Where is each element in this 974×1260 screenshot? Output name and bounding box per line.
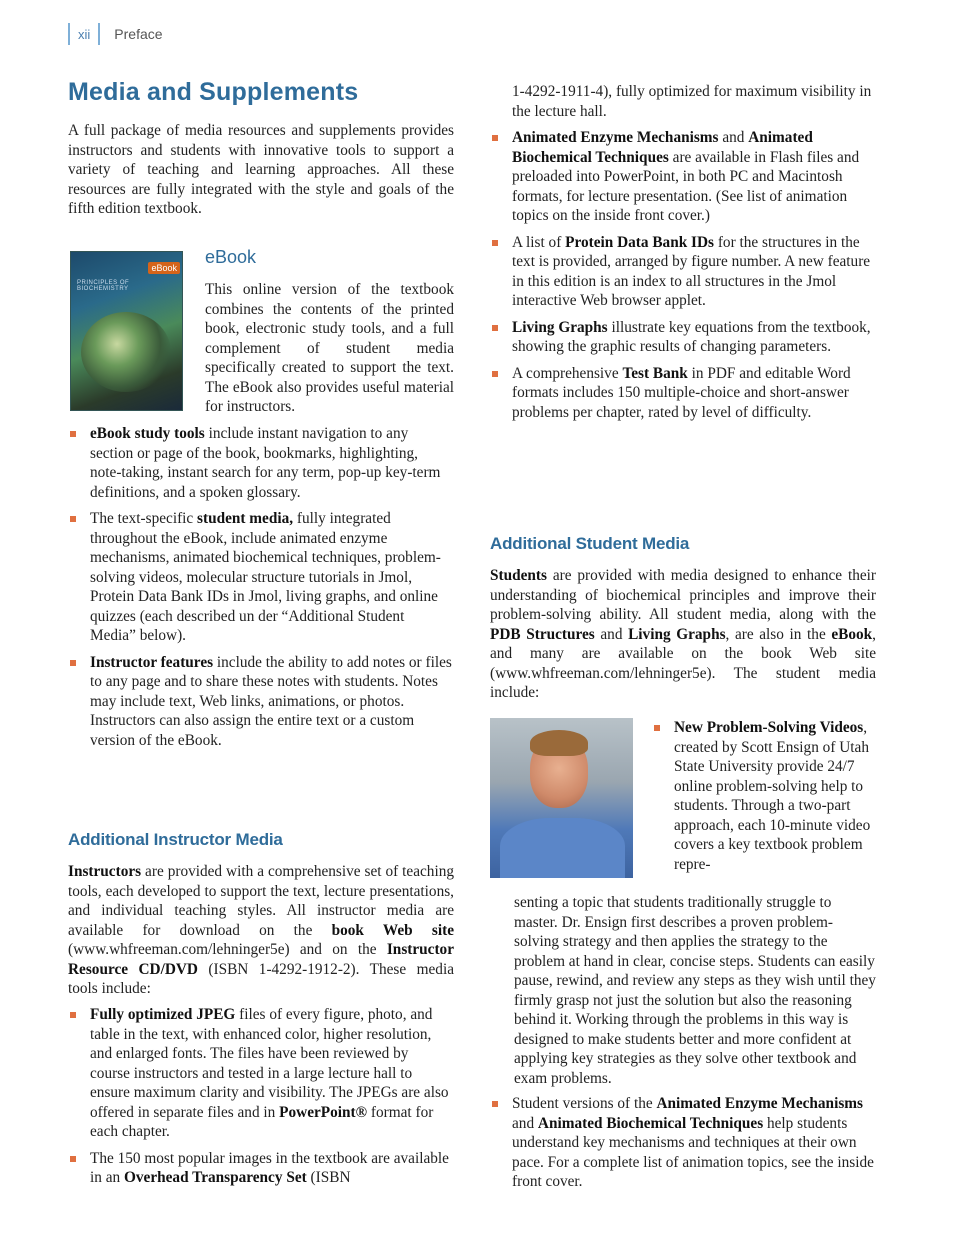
running-title: Preface	[114, 26, 163, 42]
list-item: A list of Protein Data Bank IDs for the structures in the text is provided, arranged by figure number. A new feature in this edition is an index to all structures in the Jmol interactive Web browser applet.	[490, 233, 876, 311]
instructor-media-paragraph: Instructors are provided with a comprehensive set of teaching tools, each developed to support the text, lecture presentations, and individual teaching styles. All instructor media are available for download on the book Web site (www.whfreeman.com/lehninger5e) and on the Instructor Resource CD/DVD (ISBN 1-4292-1912-2). These media tools include:	[68, 863, 454, 997]
instructor-media-list-continued	[490, 128, 876, 429]
ebook-cover-tag: eBook	[148, 262, 180, 274]
page-number: xii	[68, 23, 100, 45]
bullet-marker	[654, 725, 660, 731]
instructor-media-heading: Additional Instructor Media	[68, 830, 283, 849]
list-item: The text-specific student media, fully integrated throughout the eBook, include animated enzyme mechanisms, animated biochemical techniques, problem-solving videos, molecular structure tutorials in Jmol, Protein Data Bank IDs in Jmol, living graphs, and online quizzes (each described un der “Additional Student Media” below).	[68, 509, 452, 646]
list-item: The 150 most popular images in the textbook are available in an Overhead Transparency Set (ISBN	[68, 1149, 452, 1188]
instructor-media-list	[68, 1005, 452, 1195]
ebook-heading: eBook	[205, 247, 257, 267]
continuation-text: 1-4292-1911-4), fully optimized for maximum visibility in the lecture hall.	[512, 83, 872, 120]
ebook-cover-image	[70, 251, 183, 411]
ebook-description: This online version of the textbook combines the contents of the printed book, electronic study tools, and a full complement of student media specifically created to support the text. The eBook also provides useful material for instructors.	[205, 281, 454, 415]
list-item: Student versions of the Animated Enzyme Mechanisms and Animated Biochemical Techniques help students understand key mechanisms and techniques at their own pace. For a complete list of animation topics, see the inside front cover.	[490, 1094, 876, 1192]
molecule-graphic	[81, 312, 171, 392]
ebook-cover-title: PRINCIPLES OF BIOCHEMISTRY	[77, 280, 130, 292]
student-media-paragraph: Students are provided with media designed to enhance their understanding of biochemical principles and improve their problem-solving ability. All student media, along with the PDB Structures and Living Graphs, are also in the eBook, and many are available on the book Web site (www.whfreeman.com/lehninger5e). The student media include:	[490, 567, 876, 701]
ebook-feature-list	[68, 424, 452, 757]
author-photo	[490, 718, 633, 878]
running-head	[68, 22, 163, 46]
list-item: A comprehensive Test Bank in PDF and editable Word formats includes 150 multiple-choice and short-answer problems per chapter, rated by level of difficulty.	[490, 364, 876, 423]
list-item: Living Graphs illustrate key equations from the textbook, showing the graphic results of changing parameters.	[490, 318, 876, 357]
student-media-heading: Additional Student Media	[490, 534, 690, 553]
intro-paragraph: A full package of media resources and supplements provides instructors and students with innovative tools to support a variety of teaching and learning approaches. All these resources are fully integrated with the style and goals of the fifth edition textbook.	[68, 122, 454, 217]
list-item: Instructor features include the ability to add notes or files to any page and to share these notes with students. Notes may include text, Web links, animations, or photos. Instructors can also assign the entire text or a custom version of the eBook.	[68, 653, 452, 751]
list-item: eBook study tools include instant navigation to any section or page of the book, bookmarks, highlighting, note-taking, instant search for any term, pop-up key-term definitions, and a spoken glossary.	[68, 424, 452, 502]
list-item: Animated Enzyme Mechanisms and Animated Biochemical Techniques are available in Flash files and preloaded into PowerPoint, in both PC and Macintosh formats, for lecture presentation. (See list of animation topics on the inside front cover.)	[490, 128, 876, 226]
list-item: Fully optimized JPEG files of every figure, photo, and table in the text, with enhanced color, higher resolution, and enlarged fonts. The files have been reviewed by course instructors and tested in a large lecture hall to ensure maximum clarity and visibility. The JPEGs are also offered in separate files and in PowerPoint® format for each chapter.	[68, 1005, 452, 1142]
video-bullet-continued: senting a topic that students traditionally struggle to master. Dr. Ensign first describes a proven problem-solving strategy and then applies the strategy to the problem at hand in clear, concise steps. Students can easily pause, rewind, and review any steps as they wish until they firmly grasp not just the solution but also the reasoning behind it. Working through the problems in this way is designed to make students better and more confident at applying key strategies as they solve other textbook and exam problems.	[514, 894, 876, 1087]
page-title: Media and Supplements	[68, 78, 359, 106]
video-bullet: New Problem-Solving Videos, created by Scott Ensign of Utah State University provide 24/7 online problem-solving help to students. Through a two-part approach, each 10-minute video covers a key textbook problem repre-	[652, 718, 876, 874]
student-media-list	[490, 1094, 876, 1199]
